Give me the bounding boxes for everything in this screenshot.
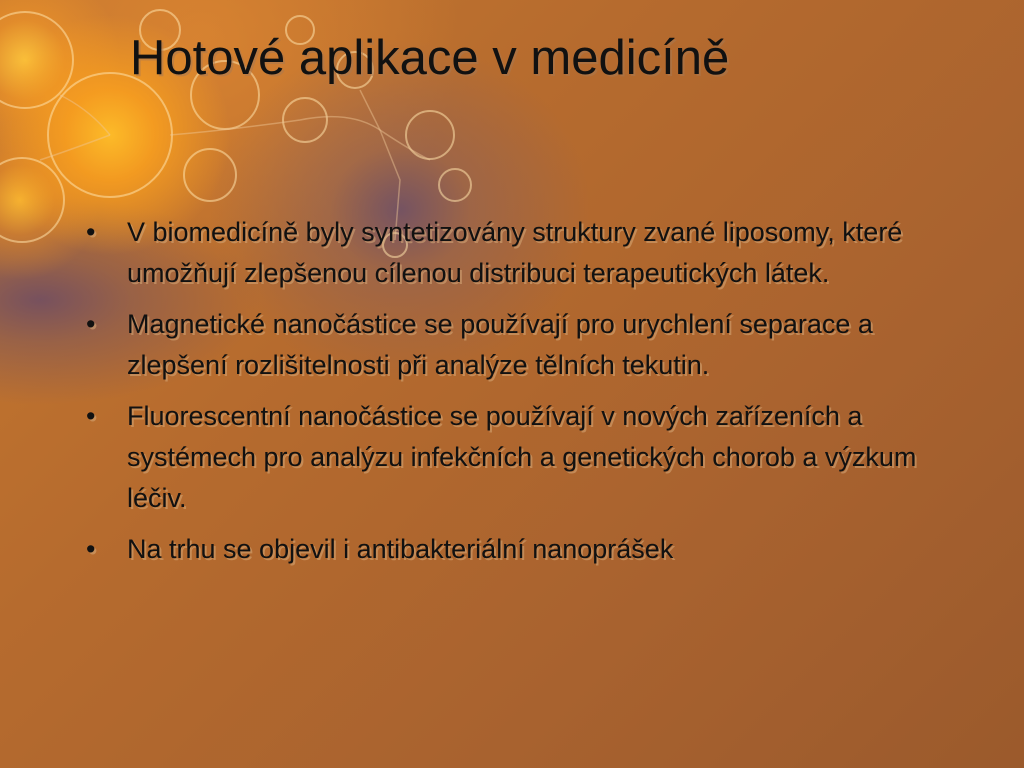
bullet-text: V biomedicíně byly syntetizovány struktury zvané liposomy, které umožňují zlepšenou cílenou distribuci terapeutických látek. [127, 217, 903, 288]
bullet-icon: • [86, 534, 96, 564]
bullet-item-magnetic-nanoparticles [84, 304, 954, 386]
bullet-icon: • [86, 217, 96, 247]
bullet-list [84, 212, 954, 570]
bullet-text: Na trhu se objevil i antibakteriální nanoprášek [127, 534, 674, 564]
bullet-item-fluorescent-nanoparticles [84, 396, 954, 519]
bullet-text: Fluorescentní nanočástice se používají v nových zařízeních a systémech pro analýzu infekčních a genetických chorob a výzkum léčiv. [127, 401, 917, 513]
bullet-icon: • [86, 309, 96, 339]
bullet-item-antibacterial-nanopowder [84, 529, 954, 570]
bullet-icon: • [86, 401, 96, 431]
bullet-text: Magnetické nanočástice se používají pro urychlení separace a zlepšení rozlišitelnosti při analýze tělních tekutin. [127, 309, 873, 380]
bullet-list-container [84, 212, 954, 580]
bullet-item-liposomes [84, 212, 954, 294]
slide-title: Hotové aplikace v medicíně [130, 31, 730, 85]
